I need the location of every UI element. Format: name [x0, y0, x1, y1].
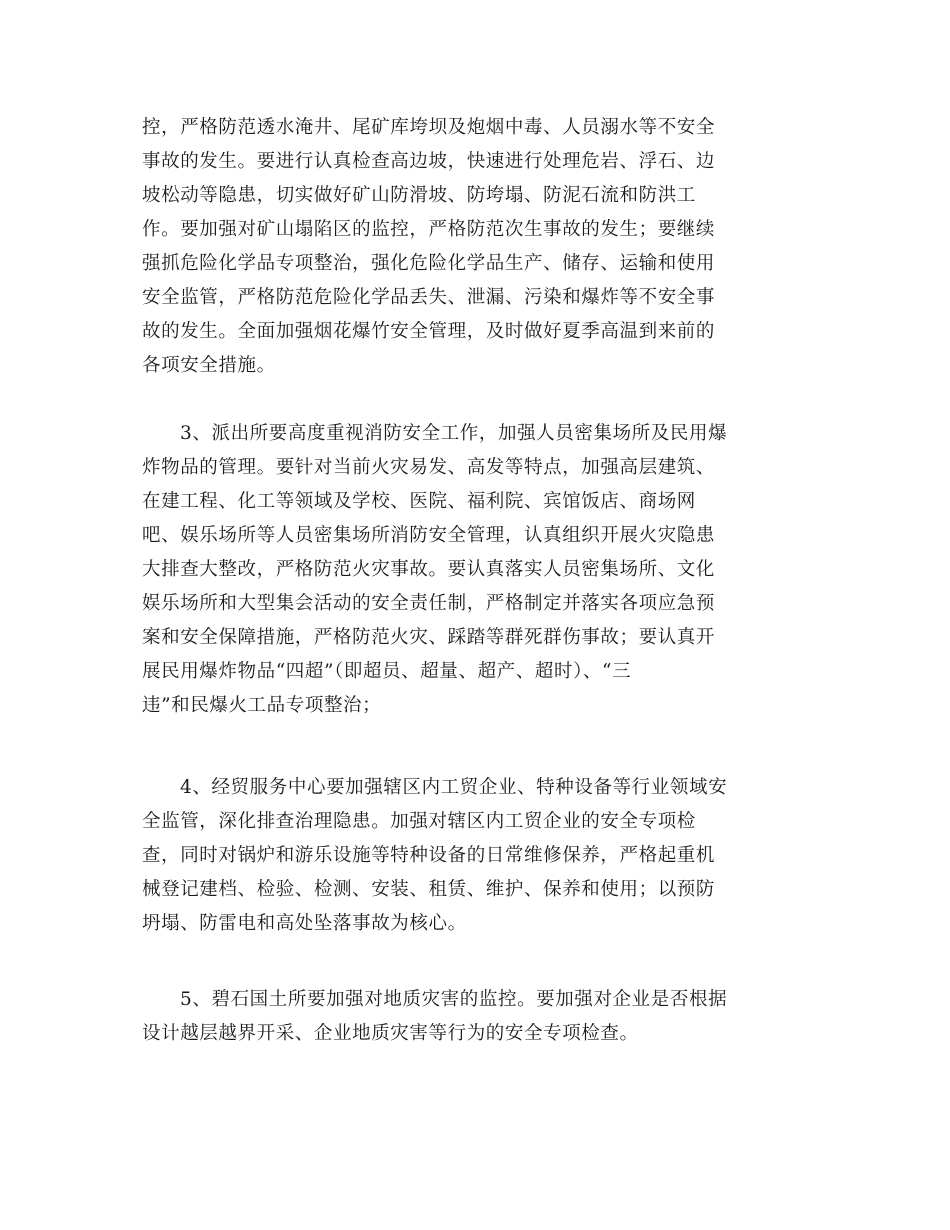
text-line: 故的发生。全面加强烟花爆竹安全管理，及时做好夏季高温到来前的	[142, 321, 716, 342]
text-line: 吧、娱乐场所等人员密集场所消防安全管理，认真组织开展火灾隐患	[142, 525, 716, 546]
text-line: 控，严格防范透水淹井、尾矿库垮坝及炮烟中毒、人员溺水等不安全	[142, 117, 716, 138]
text-line: 大排查大整改，严格防范火灾事故。要认真落实人员密集场所、文化	[142, 559, 716, 580]
text-line: 查，同时对锅炉和游乐设施等特种设备的日常维修保养，严格起重机	[142, 845, 716, 866]
paragraph-5	[142, 983, 812, 1051]
paragraph-3	[142, 417, 812, 723]
text-line: 设计越层越界开采、企业地质灾害等行为的安全专项检查。	[142, 1023, 639, 1044]
text-line: 4、经贸服务中心要加强辖区内工贸企业、特种设备等行业领域安	[180, 777, 728, 798]
paragraph-4	[142, 771, 812, 941]
text-line: 械登记建档、检验、检测、安装、租赁、维护、保养和使用；以预防	[142, 879, 716, 900]
text-line: 违”和民爆火工品专项整治；	[142, 695, 382, 716]
text-line: 安全监管，严格防范危险化学品丢失、泄漏、污染和爆炸等不安全事	[142, 287, 716, 308]
text-line: 各项安全措施。	[142, 355, 276, 376]
text-line: 强抓危险化学品专项整治，强化危险化学品生产、储存、运输和使用	[142, 253, 716, 274]
text-line: 炸物品的管理。要针对当前火灾易发、高发等特点，加强高层建筑、	[142, 457, 716, 478]
text-line: 3、派出所要高度重视消防安全工作，加强人员密集场所及民用爆	[180, 423, 728, 444]
text-line: 案和安全保障措施，严格防范火灾、踩踏等群死群伤事故；要认真开	[142, 627, 716, 648]
text-line: 坡松动等隐患，切实做好矿山防滑坡、防垮塌、防泥石流和防洪工	[142, 185, 696, 206]
text-line: 展民用爆炸物品“四超”（即超员、超量、超产、超时）、“三	[142, 661, 632, 682]
text-line: 全监管，深化排查治理隐患。加强对辖区内工贸企业的安全专项检	[142, 811, 696, 832]
text-line: 5、碧石国土所要加强对地质灾害的监控。要加强对企业是否根据	[180, 989, 728, 1010]
text-line: 作。要加强对矿山塌陷区的监控，严格防范次生事故的发生；要继续	[142, 219, 716, 240]
paragraph-continued	[142, 111, 812, 383]
text-line: 娱乐场所和大型集会活动的安全责任制，严格制定并落实各项应急预	[142, 593, 716, 614]
text-line: 坍塌、防雷电和高处坠落事故为核心。	[142, 913, 467, 934]
text-line: 事故的发生。要进行认真检查高边坡，快速进行处理危岩、浮石、边	[142, 151, 716, 172]
text-line: 在建工程、化工等领域及学校、医院、福利院、宾馆饭店、商场网	[142, 491, 696, 512]
